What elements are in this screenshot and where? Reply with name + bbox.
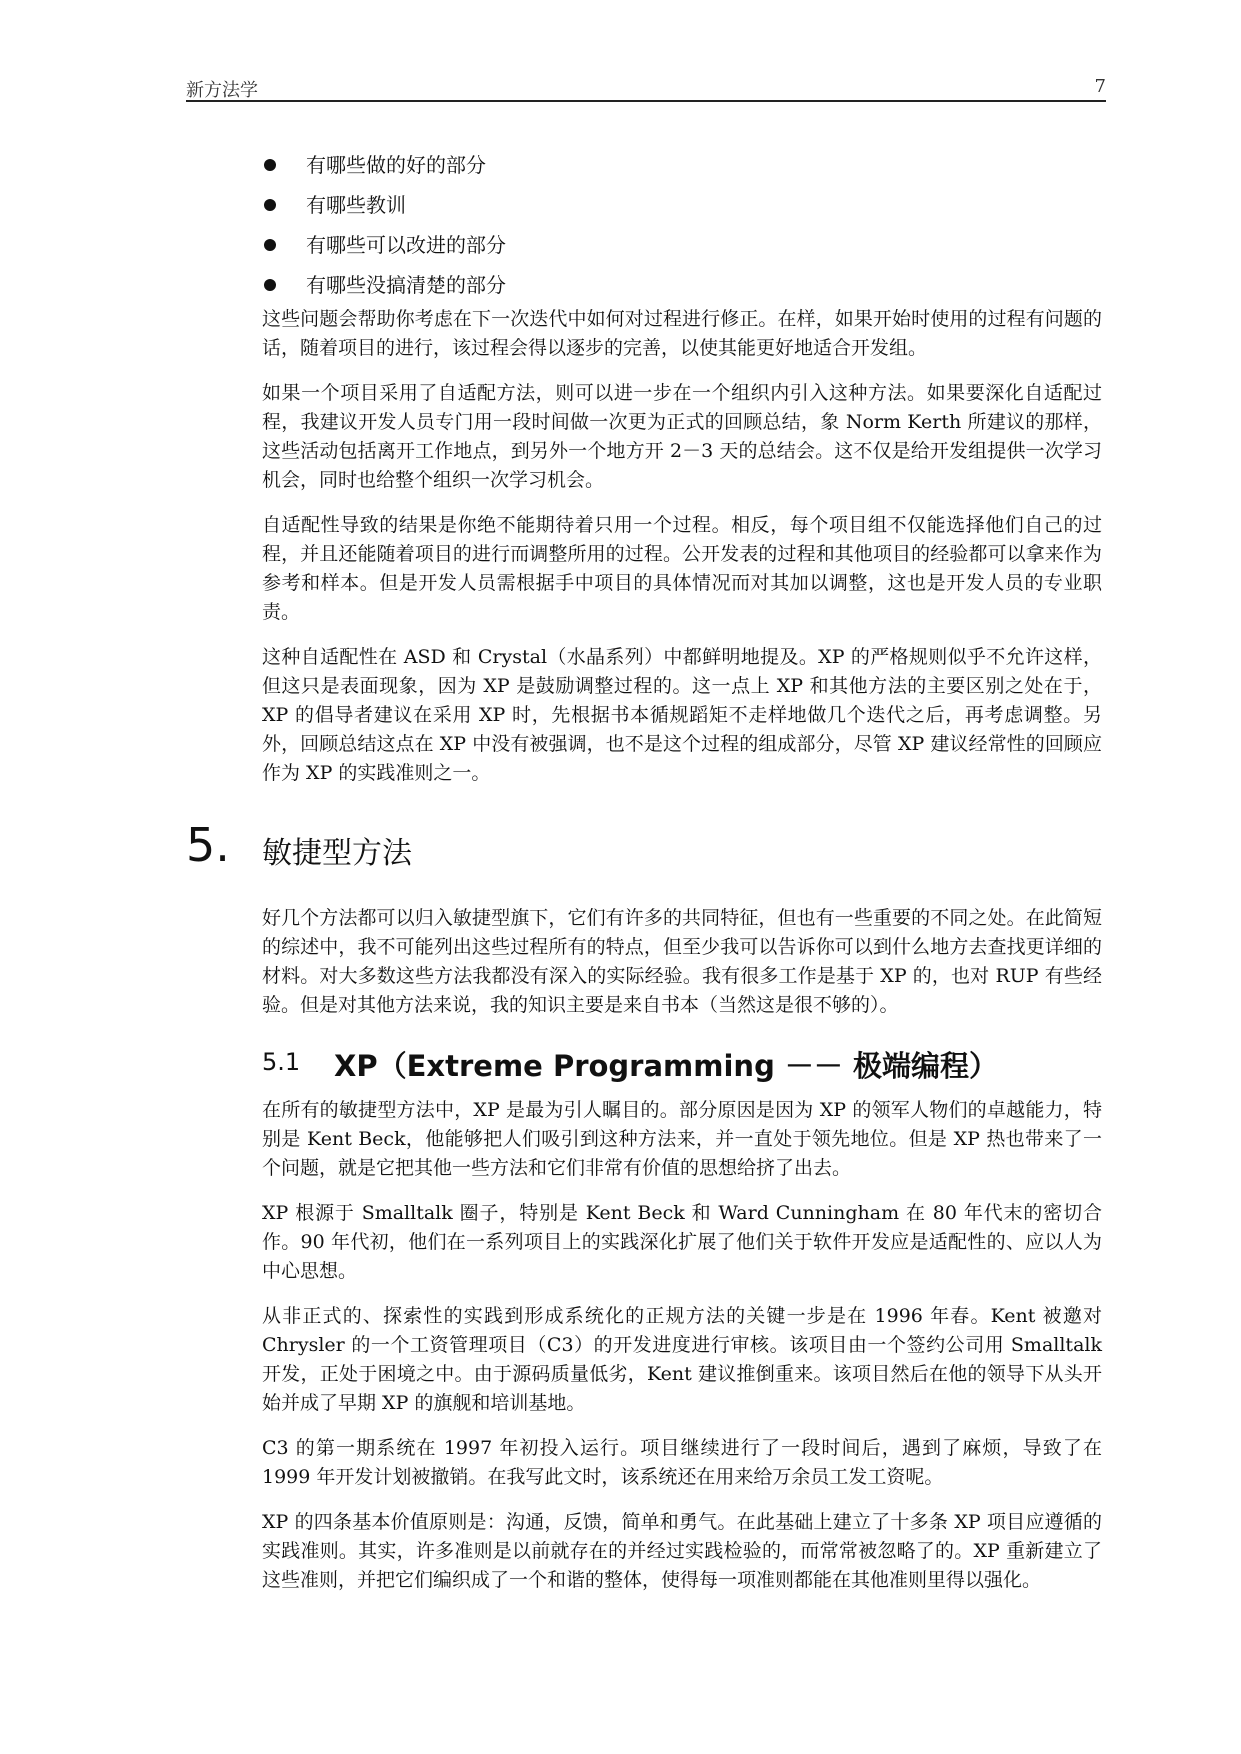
bullet-text: 有哪些没搞清楚的部分 [306,273,506,297]
paragraph: 在所有的敏捷型方法中，XP 是最为引人瞩目的。部分原因是因为 XP 的领军人物们的卓越能力，特别是 Kent Beck，他能够把人们吸引到这种方法来，并一直处于领先地位。但是 XP 热也带来了一个问题，就是它把其他一些方法和它们非常有价值的思想给挤了出去。 [262,1099,1102,1179]
bullet-item [262,265,1102,305]
bullet-item [262,145,1102,185]
paragraph: XP 的四条基本价值原则是：沟通，反馈，简单和勇气。在此基础上建立了十多条 XP 项目应遵循的实践准则。其实，许多准则是以前就存在的并经过实践检验的，而常常被忽略了的。XP 重新建立了这些准则，并把它们编织成了一个和谐的整体，使得每一项准则都能在其他准则里得以强化。 [262,1511,1102,1591]
paragraph: 从非正式的、探索性的实践到形成系统化的正规方法的关键一步是在 1996 年春。Kent 被邀对 Chrysler 的一个工资管理项目（C3）的开发进度进行审核。该项目由一个签约公司用 Smalltalk 开发，正处于困境之中。由于源码质量低劣，Kent 建议推倒重来。该项目然后在他的领导下从头开始并成了早期 XP 的旗舰和培训基地。 [262,1305,1102,1414]
bullet-item [262,185,1102,225]
bullet-text: 有哪些可以改进的部分 [306,233,506,257]
paragraph: 如果一个项目采用了自适配方法，则可以进一步在一个组织内引入这种方法。如果要深化自适配过程，我建议开发人员专门用一段时间做一次更为正式的回顾总结，象 Norm Kerth 所建议的那样，这些活动包括离开工作地点，到另外一个地方开 2－3 天的总结会。这不仅是给开发组提供一次学习机会，同时也给整个组织一次学习机会。 [262,382,1102,491]
section-title: XP（Extreme Programming －－ 极端编程） [334,1049,999,1083]
page-content [186,145,1102,1611]
bullet-list [262,145,1102,305]
page-header [186,70,1106,102]
paragraph: C3 的第一期系统在 1997 年初投入运行。项目继续进行了一段时间后，遇到了麻烦，导致了在 1999 年开发计划被撤销。在我写此文时，该系统还在用来给万余员工发工资呢。 [262,1437,1102,1488]
paragraph: 自适配性导致的结果是你绝不能期待着只用一个过程。相反，每个项目组不仅能选择他们自己的过程，并且还能随着项目的进行而调整所用的过程。公开发表的过程和其他项目的经验都可以拿来作为参考和样本。但是开发人员需根据手中项目的具体情况而对其加以调整，这也是开发人员的专业职责。 [262,514,1102,623]
header-title: 新方法学 [186,80,258,101]
bullet-dot-icon [264,159,276,171]
paragraph: 这些问题会帮助你考虑在下一次迭代中如何对过程进行修正。在样，如果开始时使用的过程有问题的话，随着项目的进行，该过程会得以逐步的完善，以使其能更好地适合开发组。 [262,308,1102,359]
bullet-text: 有哪些做的好的部分 [306,153,486,177]
bullet-dot-icon [264,279,276,291]
bullet-text: 有哪些教训 [306,193,406,217]
paragraph: XP 根源于 Smalltalk 圈子，特别是 Kent Beck 和 Ward Cunningham 在 80 年代末的密切合作。90 年代初，他们在一系列项目上的实践深化扩展了他们关于软件开发应是适配性的、应以人为中心思想。 [262,1202,1102,1282]
header-page-number: 7 [1094,76,1106,97]
paragraph: 这种自适配性在 ASD 和 Crystal（水晶系列）中都鲜明地提及。XP 的严格规则似乎不允许这样，但这只是表面现象，因为 XP 是鼓励调整过程的。这一点上 XP 和其他方法的主要区别之处在于，XP 的倡导者建议在采用 XP 时，先根据书本循规蹈矩不走样地做几个迭代之后，再考虑调整。另外，回顾总结这点在 XP 中没有被强调，也不是这个过程的组成部分，尽管 XP 建议经常性的回顾应作为 XP 的实践准则之一。 [262,646,1102,784]
chapter-intro-paragraph: 好几个方法都可以归入敏捷型旗下，它们有许多的共同特征，但也有一些重要的不同之处。在此简短的综述中，我不可能列出这些过程所有的特点，但至少我可以告诉你可以到什么地方去查找更详细的材料。对大多数这些方法我都没有深入的实际经验。我有很多工作是基于 XP 的，也对 RUP 有些经验。但是对其他方法来说，我的知识主要是来自书本（当然这是很不够的）。 [262,907,1102,1016]
chapter-number: 5. [186,818,230,872]
chapter-title: 敏捷型方法 [262,836,412,871]
bullet-item [262,225,1102,265]
bullet-dot-icon [264,239,276,251]
section-number: 5.1 [262,1048,301,1076]
chapter-heading [186,818,1102,882]
bullet-dot-icon [264,199,276,211]
section-heading [262,1040,1102,1084]
